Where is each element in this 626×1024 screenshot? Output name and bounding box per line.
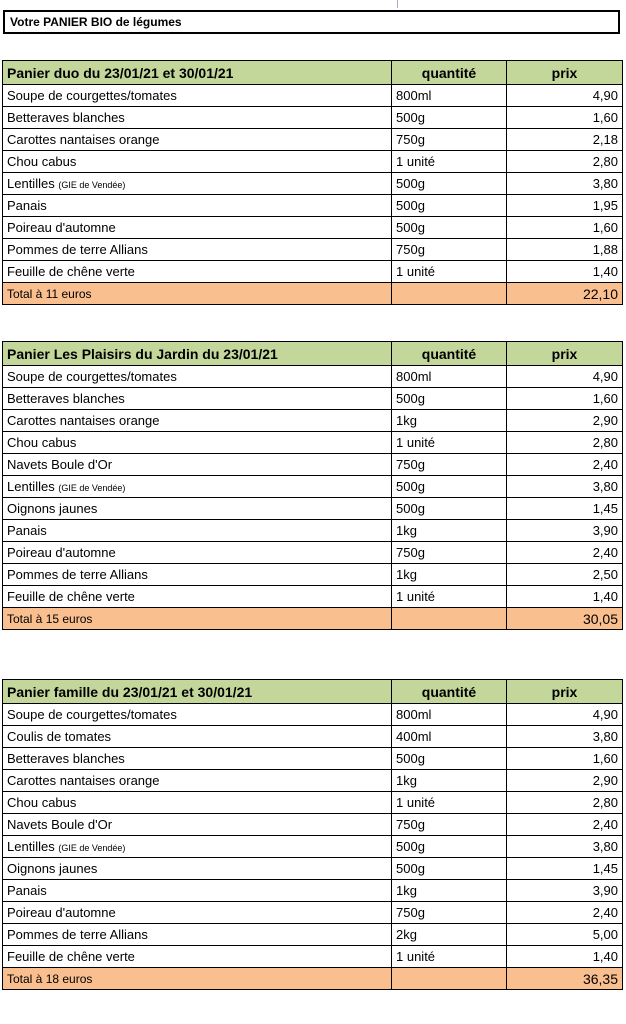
- quantity-cell: 750g: [392, 454, 507, 476]
- product-name: Lentilles: [7, 839, 55, 854]
- quantity-column-header: quantité: [392, 342, 507, 366]
- quantity-cell: 400ml: [392, 726, 507, 748]
- product-name-cell: [3, 85, 392, 107]
- quantity-cell: 1kg: [392, 880, 507, 902]
- product-name: Panais: [7, 883, 47, 898]
- total-label: Total à 15 euros: [3, 608, 392, 630]
- table-row: [3, 261, 623, 283]
- price-cell: 3,80: [507, 726, 623, 748]
- product-name: Betteraves blanches: [7, 110, 125, 125]
- total-value: 22,10: [507, 283, 623, 305]
- product-name: Carottes nantaises orange: [7, 773, 160, 788]
- product-name: Pommes de terre Allians: [7, 242, 148, 257]
- product-name-cell: [3, 770, 392, 792]
- product-name-cell: [3, 586, 392, 608]
- price-column-header: prix: [507, 61, 623, 85]
- product-name: Betteraves blanches: [7, 391, 125, 406]
- quantity-cell: 1kg: [392, 770, 507, 792]
- price-cell: 1,60: [507, 217, 623, 239]
- price-cell: 2,40: [507, 542, 623, 564]
- price-cell: 1,40: [507, 261, 623, 283]
- quantity-cell: 1 unité: [392, 151, 507, 173]
- price-cell: 3,80: [507, 836, 623, 858]
- product-name-cell: [3, 366, 392, 388]
- basket-header-row: [3, 342, 623, 366]
- product-name: Feuille de chêne verte: [7, 589, 135, 604]
- table-row: [3, 498, 623, 520]
- price-cell: 1,40: [507, 586, 623, 608]
- price-cell: 3,80: [507, 476, 623, 498]
- product-name-cell: [3, 195, 392, 217]
- product-name: Chou cabus: [7, 435, 77, 450]
- basket-header-row: [3, 61, 623, 85]
- product-name-cell: [3, 388, 392, 410]
- price-cell: 3,90: [507, 880, 623, 902]
- total-label: Total à 11 euros: [3, 283, 392, 305]
- quantity-cell: 800ml: [392, 366, 507, 388]
- quantity-cell: 500g: [392, 858, 507, 880]
- table-row: [3, 366, 623, 388]
- product-origin-note: (GIE de Vendée): [58, 843, 126, 853]
- product-name-cell: [3, 880, 392, 902]
- basket-header-row: [3, 680, 623, 704]
- quantity-cell: 1kg: [392, 410, 507, 432]
- product-name-cell: [3, 217, 392, 239]
- basket-name: Panier duo du 23/01/21 et 30/01/21: [3, 61, 392, 85]
- product-name: Chou cabus: [7, 154, 77, 169]
- product-name: Betteraves blanches: [7, 751, 125, 766]
- product-name: Carottes nantaises orange: [7, 413, 160, 428]
- product-name: Poireau d'automne: [7, 905, 116, 920]
- product-name-cell: [3, 924, 392, 946]
- product-name: Carottes nantaises orange: [7, 132, 160, 147]
- product-name-cell: [3, 432, 392, 454]
- price-column-header: prix: [507, 680, 623, 704]
- product-name-cell: [3, 454, 392, 476]
- table-row: [3, 836, 623, 858]
- product-name-cell: [3, 564, 392, 586]
- basket-table-famille: [2, 679, 623, 990]
- product-name: Feuille de chêne verte: [7, 949, 135, 964]
- table-row: [3, 880, 623, 902]
- product-name: Lentilles: [7, 479, 55, 494]
- price-cell: 2,40: [507, 814, 623, 836]
- table-row: [3, 564, 623, 586]
- product-name-cell: [3, 542, 392, 564]
- price-cell: 1,95: [507, 195, 623, 217]
- quantity-cell: 500g: [392, 217, 507, 239]
- table-row: [3, 107, 623, 129]
- quantity-cell: 500g: [392, 388, 507, 410]
- total-row: [3, 968, 623, 990]
- product-origin-note: (GIE de Vendée): [58, 483, 126, 493]
- product-name: Pommes de terre Allians: [7, 567, 148, 582]
- product-name-cell: [3, 814, 392, 836]
- price-cell: 1,60: [507, 388, 623, 410]
- product-name: Poireau d'automne: [7, 545, 116, 560]
- price-cell: 1,60: [507, 748, 623, 770]
- quantity-cell: 800ml: [392, 85, 507, 107]
- price-column-header: prix: [507, 342, 623, 366]
- price-cell: 2,90: [507, 410, 623, 432]
- price-cell: 3,80: [507, 173, 623, 195]
- product-name-cell: [3, 836, 392, 858]
- table-row: [3, 946, 623, 968]
- product-name: Soupe de courgettes/tomates: [7, 707, 177, 722]
- quantity-column-header: quantité: [392, 680, 507, 704]
- product-name-cell: [3, 261, 392, 283]
- product-origin-note: (GIE de Vendée): [58, 180, 126, 190]
- table-row: [3, 792, 623, 814]
- quantity-cell: 800ml: [392, 704, 507, 726]
- quantity-cell: 1 unité: [392, 432, 507, 454]
- product-name-cell: [3, 858, 392, 880]
- quantity-cell: 750g: [392, 239, 507, 261]
- price-cell: 2,18: [507, 129, 623, 151]
- quantity-cell: 1 unité: [392, 792, 507, 814]
- product-name: Soupe de courgettes/tomates: [7, 369, 177, 384]
- table-row: [3, 542, 623, 564]
- product-name: Feuille de chêne verte: [7, 264, 135, 279]
- product-name: Oignons jaunes: [7, 501, 98, 516]
- price-cell: 2,80: [507, 792, 623, 814]
- total-row: [3, 283, 623, 305]
- quantity-cell: 1 unité: [392, 586, 507, 608]
- table-row: [3, 924, 623, 946]
- table-row: [3, 151, 623, 173]
- total-row: [3, 608, 623, 630]
- table-row: [3, 476, 623, 498]
- product-name: Panais: [7, 198, 47, 213]
- quantity-cell: 750g: [392, 542, 507, 564]
- price-cell: 1,60: [507, 107, 623, 129]
- basket-table-duo: [2, 60, 623, 305]
- table-row: [3, 858, 623, 880]
- price-cell: 4,90: [507, 366, 623, 388]
- quantity-cell: 500g: [392, 748, 507, 770]
- product-name-cell: [3, 704, 392, 726]
- basket-name: Panier famille du 23/01/21 et 30/01/21: [3, 680, 392, 704]
- table-row: [3, 520, 623, 542]
- quantity-cell: 1 unité: [392, 946, 507, 968]
- price-cell: 4,90: [507, 85, 623, 107]
- product-name-cell: [3, 498, 392, 520]
- table-row: [3, 432, 623, 454]
- total-empty-cell: [392, 608, 507, 630]
- product-name-cell: [3, 748, 392, 770]
- product-name-cell: [3, 476, 392, 498]
- basket-name: Panier Les Plaisirs du Jardin du 23/01/21: [3, 342, 392, 366]
- table-row: [3, 814, 623, 836]
- column-guide-mark: [397, 0, 398, 8]
- quantity-cell: 1 unité: [392, 261, 507, 283]
- price-cell: 2,40: [507, 454, 623, 476]
- table-row: [3, 195, 623, 217]
- table-row: [3, 410, 623, 432]
- table-row: [3, 129, 623, 151]
- basket-table-plaisirs: [2, 341, 623, 630]
- table-row: [3, 586, 623, 608]
- quantity-cell: 500g: [392, 173, 507, 195]
- price-cell: 2,40: [507, 902, 623, 924]
- product-name-cell: [3, 726, 392, 748]
- total-label: Total à 18 euros: [3, 968, 392, 990]
- product-name-cell: [3, 151, 392, 173]
- quantity-column-header: quantité: [392, 61, 507, 85]
- product-name-cell: [3, 792, 392, 814]
- quantity-cell: 1kg: [392, 564, 507, 586]
- price-cell: 1,45: [507, 858, 623, 880]
- quantity-cell: 2kg: [392, 924, 507, 946]
- table-row: [3, 454, 623, 476]
- product-name-cell: [3, 410, 392, 432]
- table-row: [3, 902, 623, 924]
- table-row: [3, 770, 623, 792]
- product-name: Chou cabus: [7, 795, 77, 810]
- price-cell: 2,80: [507, 151, 623, 173]
- price-cell: 5,00: [507, 924, 623, 946]
- price-cell: 2,50: [507, 564, 623, 586]
- price-cell: 1,88: [507, 239, 623, 261]
- product-name: Lentilles: [7, 176, 55, 191]
- price-cell: 2,80: [507, 432, 623, 454]
- product-name-cell: [3, 173, 392, 195]
- price-cell: 1,40: [507, 946, 623, 968]
- product-name: Poireau d'automne: [7, 220, 116, 235]
- product-name-cell: [3, 129, 392, 151]
- quantity-cell: 1kg: [392, 520, 507, 542]
- total-empty-cell: [392, 283, 507, 305]
- price-cell: 4,90: [507, 704, 623, 726]
- product-name-cell: [3, 239, 392, 261]
- price-cell: 3,90: [507, 520, 623, 542]
- quantity-cell: 750g: [392, 902, 507, 924]
- product-name: Coulis de tomates: [7, 729, 112, 744]
- quantity-cell: 500g: [392, 498, 507, 520]
- table-row: [3, 85, 623, 107]
- quantity-cell: 500g: [392, 107, 507, 129]
- quantity-cell: 750g: [392, 814, 507, 836]
- table-row: [3, 239, 623, 261]
- product-name: Pommes de terre Allians: [7, 927, 148, 942]
- product-name-cell: [3, 107, 392, 129]
- table-row: [3, 704, 623, 726]
- table-row: [3, 748, 623, 770]
- total-empty-cell: [392, 968, 507, 990]
- table-row: [3, 726, 623, 748]
- product-name-cell: [3, 520, 392, 542]
- product-name: Soupe de courgettes/tomates: [7, 88, 177, 103]
- quantity-cell: 500g: [392, 195, 507, 217]
- product-name: Panais: [7, 523, 47, 538]
- product-name-cell: [3, 946, 392, 968]
- price-cell: 1,45: [507, 498, 623, 520]
- price-cell: 2,90: [507, 770, 623, 792]
- table-row: [3, 173, 623, 195]
- quantity-cell: 500g: [392, 476, 507, 498]
- product-name: Navets Boule d'Or: [7, 457, 113, 472]
- table-row: [3, 217, 623, 239]
- page-title: Votre PANIER BIO de légumes: [3, 10, 620, 34]
- table-row: [3, 388, 623, 410]
- product-name-cell: [3, 902, 392, 924]
- total-value: 36,35: [507, 968, 623, 990]
- quantity-cell: 750g: [392, 129, 507, 151]
- product-name: Navets Boule d'Or: [7, 817, 113, 832]
- total-value: 30,05: [507, 608, 623, 630]
- product-name: Oignons jaunes: [7, 861, 98, 876]
- quantity-cell: 500g: [392, 836, 507, 858]
